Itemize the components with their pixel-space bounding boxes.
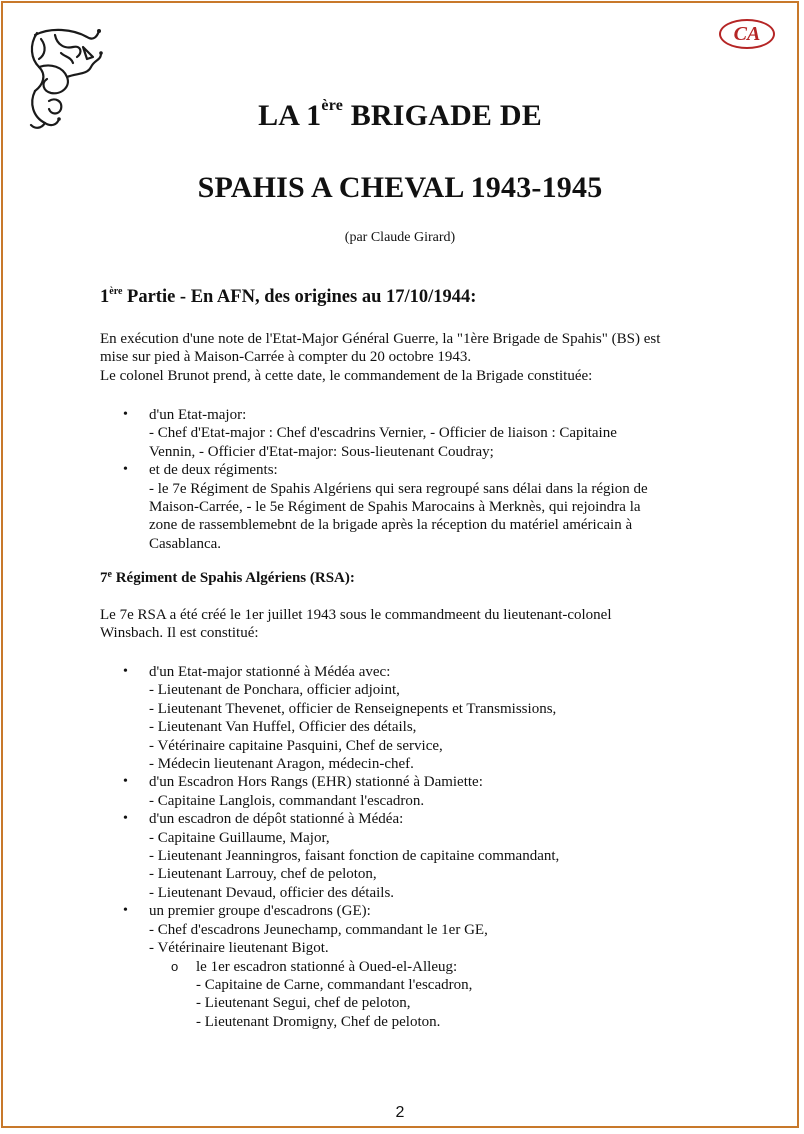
ca-stamp-logo: CA xyxy=(719,19,775,49)
sub-list-item: o le 1er escadron stationné à Oued-el-Alleug: - Capitaine de Carne, commandant l'escadron, - Lieutenant Segui, chef de peloton, - Lieutenant Dromigny, Chef de peloton. xyxy=(149,958,559,1032)
rsa-intro-paragraph: Le 7e RSA a été créé le 1er juillet 1943 sous le commandmeent du lieutenant-colonel Winsbach. Il est constitué: xyxy=(100,607,612,642)
list-item: • d'un Etat-major: - Chef d'Etat-major : Chef d'escadrins Vernier, - Officier de liaison : Capitaine Vennin, - Officier d'Etat-major: Sous-lieutenant Coudray; xyxy=(100,406,648,461)
title-line-2: SPAHIS A CHEVAL 1943-1945 xyxy=(197,171,603,204)
list-item: • d'un Etat-major stationné à Médéa avec: - Lieutenant de Ponchara, officier adjoint, - Lieutenant Thevenet, officier de Renseignepents et Transmissions, - Lieutenant Van Huffel, Officier des détails, - Vétérinaire capitaine Pasquini, Chef de service, - Médecin lieutenant Aragon, médecin-chef. xyxy=(100,663,559,773)
list-item: • d'un escadron de dépôt stationné à Médéa: - Capitaine Guillaume, Major, - Lieutenant Jeanningros, faisant fonction de capitaine commandant, - Lieutenant Larrouy, chef de peloton, - Lieutenant Devaud, officier des détails. xyxy=(100,810,559,902)
intro-paragraph: En exécution d'une note de l'Etat-Major Général Guerre, la "1ère Brigade de Spahis" (BS) est mise sur pied à Maison-Carrée à compter du 20 octobre 1943. Le colonel Brunot prend, à cette date, le commandement de la Brigade constituée: xyxy=(100,331,661,384)
rsa-composition-list xyxy=(100,663,559,1031)
list-item: • et de deux régiments: - le 7e Régiment de Spahis Algériens qui sera regroupé sans délai dans la région de Maison-Carrée, - le 5e Régiment de Spahis Marocains à Merknès, qui rejoindra la zone de rassemblemebnt de la brigade après la réception du matériel américain à Casablanca. xyxy=(100,461,648,553)
list-item: • un premier groupe d'escadrons (GE): - Chef d'escadrons Jeunechamp, commandant le 1er GE, - Vétérinaire lieutenant Bigot. o le 1er escadron stationné à Oued-el-Alleug: - Capitaine de Carne, commandant l'escadron, - Lieutenant Segui, chef de peloton, - Lieutenant Dromigny, Chef de peloton. xyxy=(100,902,559,1031)
title-line-1: LA 1ère BRIGADE DE xyxy=(258,97,542,132)
sub-list xyxy=(149,958,559,1032)
document-page xyxy=(1,1,799,1128)
list-item: • d'un Escadron Hors Rangs (EHR) stationné à Damiette: - Capitaine Langlois, commandant l'escadron. xyxy=(100,773,559,810)
brigade-composition-list xyxy=(100,406,648,553)
author-credit: (par Claude Girard) xyxy=(344,230,456,245)
section-heading: 7e Régiment de Spahis Algériens (RSA): xyxy=(100,569,355,586)
page-number: 2 xyxy=(395,1104,405,1121)
part-heading: 1ère Partie - En AFN, des origines au 17/10/1944: xyxy=(100,286,477,307)
